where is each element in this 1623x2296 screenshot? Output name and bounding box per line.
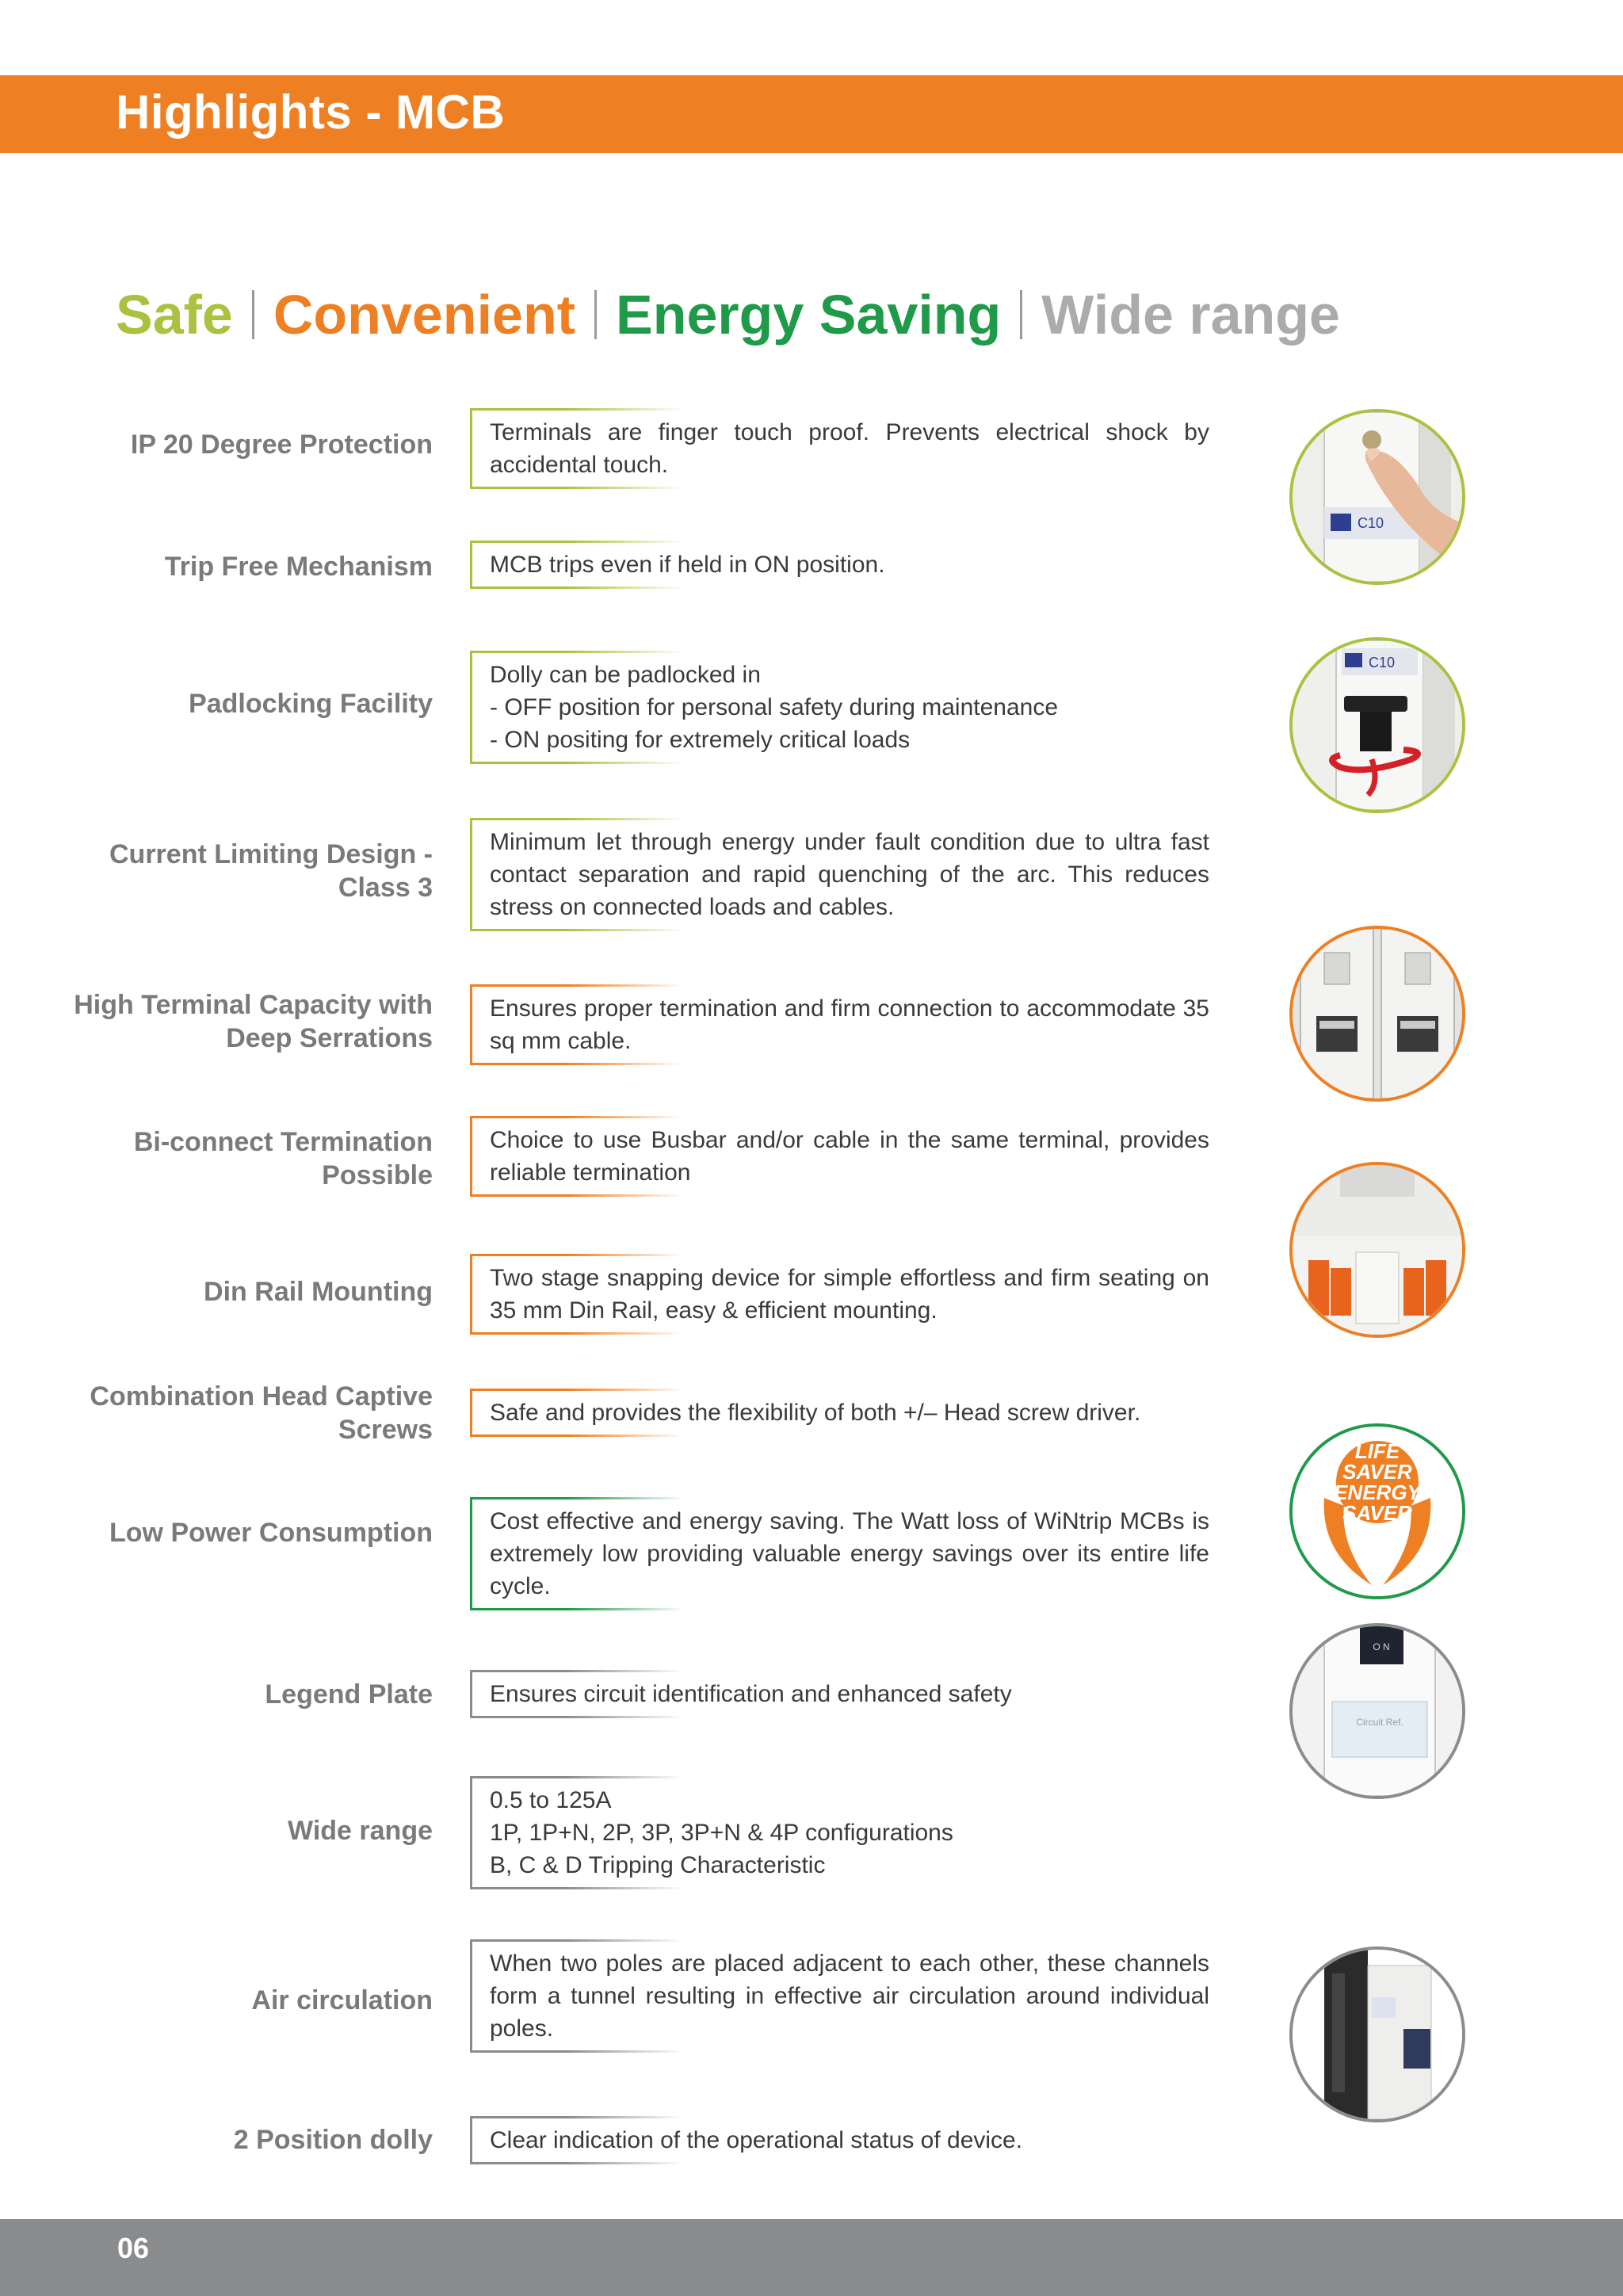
feature-description: MCB trips even if held in ON position. — [470, 541, 1209, 589]
feature-description: Two stage snapping device for simple effortless and firm seating on 35 mm Din Rail, easy & efficient mounting. — [470, 1254, 1209, 1335]
mcb-label-text: C10 — [1358, 515, 1384, 531]
feature-label: Din Rail Mounting — [204, 1277, 433, 1307]
feature-label: 2 Position dolly — [233, 2125, 433, 2155]
feature-description: Cost effective and energy saving. The Watt loss of WiNtrip MCBs is extremely low providing valuable energy savings over its entire life cycle. — [470, 1497, 1209, 1610]
legend-dolly-text: O N — [1373, 1641, 1390, 1652]
mcb-label-text: C10 — [1369, 655, 1396, 670]
badge-text: ENERGY — [1334, 1480, 1421, 1504]
badge-text: SAVER — [1342, 1501, 1412, 1525]
feature-label: Low Power Consumption — [109, 1518, 433, 1548]
air-circulation-image — [1289, 1946, 1465, 2122]
feature-label: Padlocking Facility — [189, 689, 433, 719]
tagline-convenient: Convenient — [273, 284, 576, 346]
tagline-safe: Safe — [116, 284, 233, 346]
feature-label: Combination Head Captive Screws — [90, 1381, 433, 1445]
feature-description: Safe and provides the flexibility of both +/– Head screw driver. — [470, 1389, 1209, 1437]
feature-label: Current Limiting Design - Class 3 — [109, 839, 433, 903]
feature-description: Choice to use Busbar and/or cable in the same terminal, provides reliable termination — [470, 1116, 1209, 1197]
padlock-mcb-image — [1289, 637, 1465, 813]
page-title: Highlights - MCB — [116, 86, 506, 139]
tagline-wide-range: Wide range — [1041, 284, 1340, 346]
badge-text: LIFE — [1354, 1439, 1400, 1463]
tagline-divider — [1020, 290, 1022, 339]
feature-description: When two poles are placed adjacent to each other, these channels form a tunnel resulting in effective air circulation around individual poles. — [470, 1939, 1209, 2053]
feature-label: Bi-connect Termination Possible — [133, 1127, 433, 1190]
finger-touch-mcb-image — [1289, 409, 1465, 585]
terminal-serrations-image — [1289, 926, 1465, 1102]
feature-label: Trip Free Mechanism — [164, 552, 433, 582]
life-saver-energy-saver-badge — [1289, 1423, 1465, 1599]
feature-label: Wide range — [288, 1816, 433, 1846]
legend-plate-text: Circuit Ref. — [1356, 1717, 1403, 1728]
feature-description: Dolly can be padlocked in - OFF position for personal safety during maintenance - ON positing for extremely critical loads — [470, 651, 1209, 764]
tagline-divider — [594, 290, 597, 339]
tagline-energy-saving: Energy Saving — [616, 284, 1002, 346]
page-number: 06 — [117, 2232, 150, 2264]
feature-description: Terminals are finger touch proof. Prevents electrical shock by accidental touch. — [470, 408, 1209, 489]
tagline — [116, 284, 1340, 346]
feature-label: High Terminal Capacity with Deep Serrations — [74, 990, 433, 1053]
feature-description: Ensures circuit identification and enhanced safety — [470, 1670, 1209, 1718]
feature-description: Clear indication of the operational status of device. — [470, 2116, 1209, 2164]
badge-text: SAVER — [1342, 1460, 1412, 1484]
feature-description: Minimum let through energy under fault condition due to ultra fast contact separation and rapid quenching of the arc. This reduces stress on connected loads and cables. — [470, 818, 1209, 931]
feature-description: Ensures proper termination and firm connection to accommodate 35 sq mm cable. — [470, 984, 1209, 1065]
legend-plate-image — [1289, 1623, 1465, 1799]
feature-description: 0.5 to 125A 1P, 1P+N, 2P, 3P, 3P+N & 4P configurations B, C & D Tripping Characteristic — [470, 1776, 1209, 1889]
din-rail-clip-image — [1289, 1162, 1465, 1338]
feature-label: IP 20 Degree Protection — [130, 430, 433, 460]
feature-label: Legend Plate — [265, 1679, 433, 1710]
tagline-divider — [252, 290, 254, 339]
footer-bar — [0, 2219, 1623, 2296]
feature-label: Air circulation — [251, 1985, 433, 2015]
